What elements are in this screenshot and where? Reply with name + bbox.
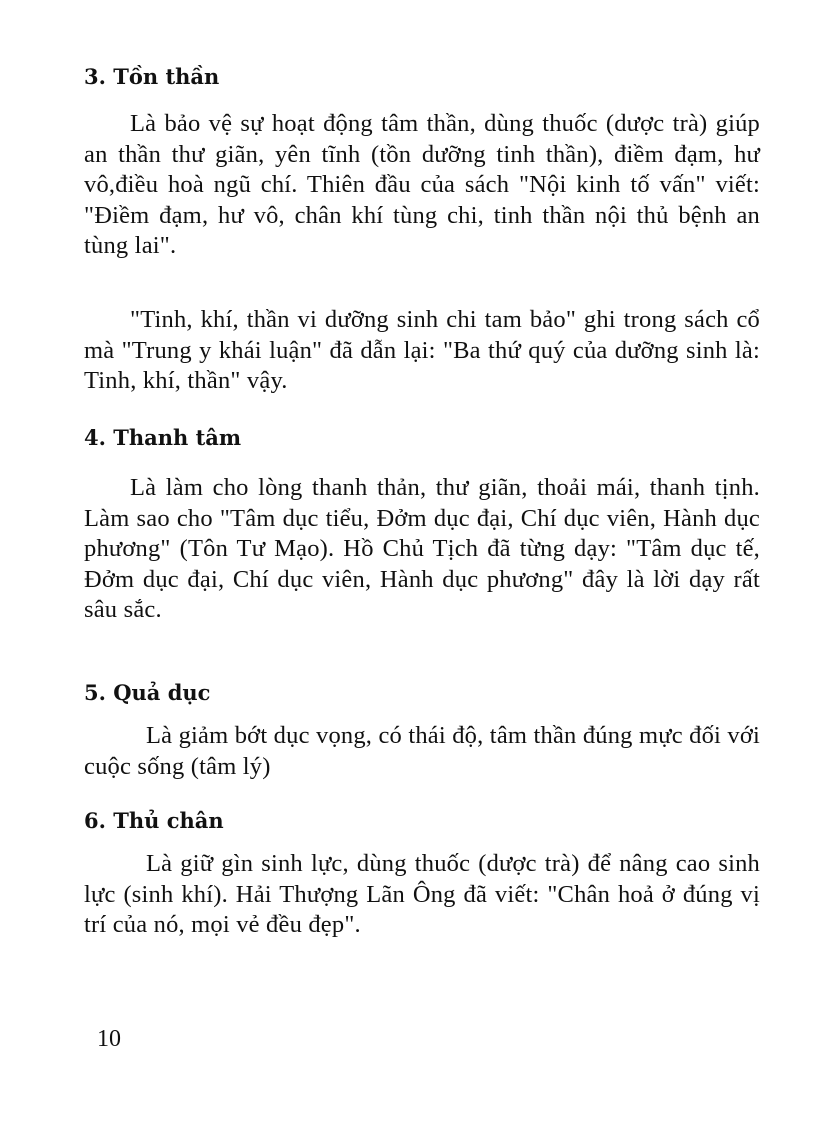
section-heading-thu-chan: 6. Thủ chân <box>84 808 224 833</box>
section-heading-qua-duc: 5. Quả dục <box>84 680 211 705</box>
paragraph: Là giữ gìn sinh lực, dùng thuốc (dược trà) để nâng cao sinh lực (sinh khí). Hải Thượng Lãn Ông đã viết: "Chân hoả ở đúng vị trí của nó, mọi vẻ đều đẹp". <box>84 850 760 939</box>
section-heading-ton-than: 3. Tồn thần <box>84 64 220 89</box>
paragraph: Là giảm bớt dục vọng, có thái độ, tâm thần đúng mực đối với cuộc sống (tâm lý) <box>84 722 760 780</box>
section-heading-thanh-tam: 4. Thanh tâm <box>84 425 242 450</box>
paragraph: Là làm cho lòng thanh thản, thư giãn, thoải mái, thanh tịnh. Làm sao cho "Tâm dục tiểu, Đởm dục đại, Chí dục viên, Hành dục phương" (Tôn Tư Mạo). Hồ Chủ Tịch đã từng dạy: "Tâm dục tế, Đởm dục đại, Chí dục viên, Hành dục phương" đây là lời dạy rất sâu sắc. <box>84 474 760 624</box>
paragraph: "Tinh, khí, thần vi dưỡng sinh chi tam bảo" ghi trong sách cổ mà "Trung y khái luận" đã dẫn lại: "Ba thứ quý của dưỡng sinh là: Tinh, khí, thần" vậy. <box>84 306 760 395</box>
page-number: 10 <box>97 1026 121 1052</box>
paragraph: Là bảo vệ sự hoạt động tâm thần, dùng thuốc (dược trà) giúp an thần thư giãn, yên tĩnh (tồn dưỡng tinh thần), điềm đạm, hư vô,điều hoà ngũ chí. Thiên đầu của sách "Nội kinh tố vấn" viết: "Điềm đạm, hư vô, chân khí tùng chi, tinh thần nội thủ bệnh an tùng lai". <box>84 110 760 260</box>
